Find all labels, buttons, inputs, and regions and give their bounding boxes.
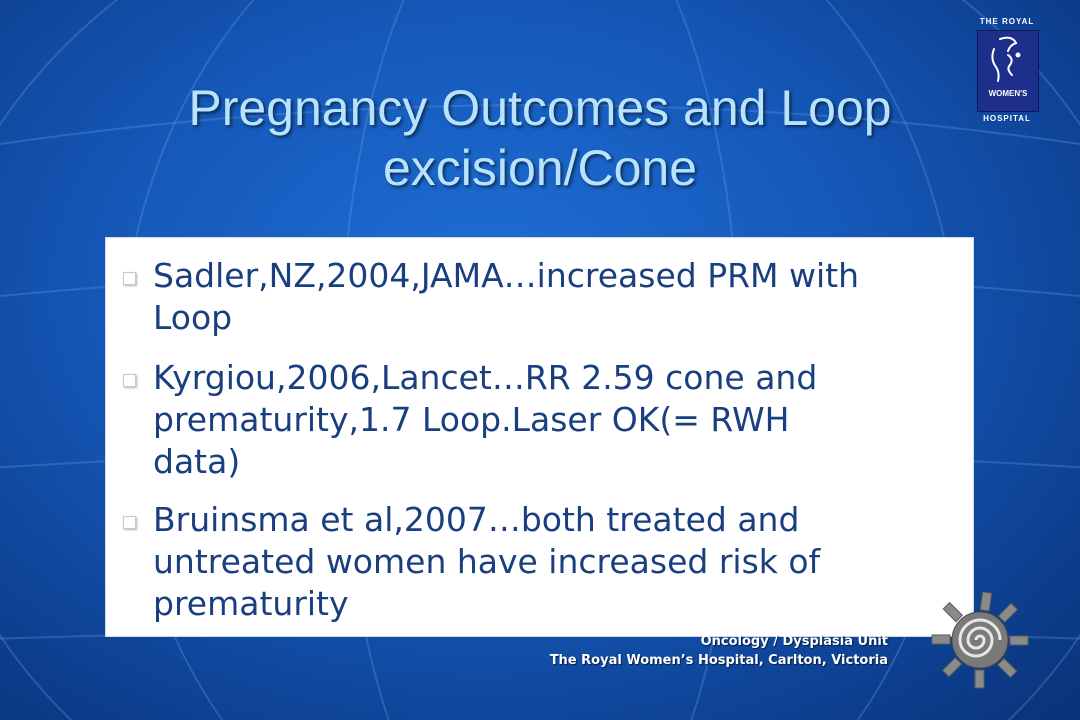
bullet-square-icon <box>123 272 136 285</box>
logo-bottom-text: HOSPITAL <box>983 114 1031 123</box>
bullet-item-sadler <box>106 255 983 339</box>
bullet-square-icon <box>123 516 136 529</box>
footer-hospital: The Royal Women’s Hospital, Carlton, Victoria <box>549 653 888 668</box>
content-box <box>105 237 974 637</box>
footer-unit: Oncology / Dysplasia Unit <box>700 634 888 649</box>
logo-top-text: THE ROYAL <box>979 17 1035 26</box>
bullet-line: Sadler,NZ,2004,JAMA…increased PRM with <box>153 256 860 295</box>
bullet-item-bruinsma <box>106 499 983 625</box>
bullet-line: prematurity,1.7 Loop.Laser OK(= RWH <box>153 400 790 439</box>
bullet-square-icon <box>123 374 136 387</box>
bullet-line: prematurity <box>153 584 349 623</box>
bullet-line: untreated women have increased risk of <box>153 542 821 581</box>
logo-box <box>977 30 1039 112</box>
bullet-line: data) <box>153 442 241 481</box>
bullet-line: Kyrgiou,2006,Lancet…RR 2.59 cone and <box>153 358 818 397</box>
sun-spiral-emblem-icon <box>928 590 1033 690</box>
face-profile-icon <box>978 31 1038 87</box>
womens-hospital-logo-icon <box>968 14 1046 126</box>
logo-middle-text: WOMEN'S <box>988 89 1028 98</box>
slide-title-line-1: Pregnancy Outcomes and Loop <box>188 80 892 136</box>
slide-title <box>60 78 1020 198</box>
bullet-item-kyrgiou <box>106 357 983 483</box>
bullet-line: Bruinsma et al,2007…both treated and <box>153 500 800 539</box>
bullet-line: Loop <box>153 298 233 337</box>
slide-title-line-2: excision/Cone <box>382 140 698 196</box>
